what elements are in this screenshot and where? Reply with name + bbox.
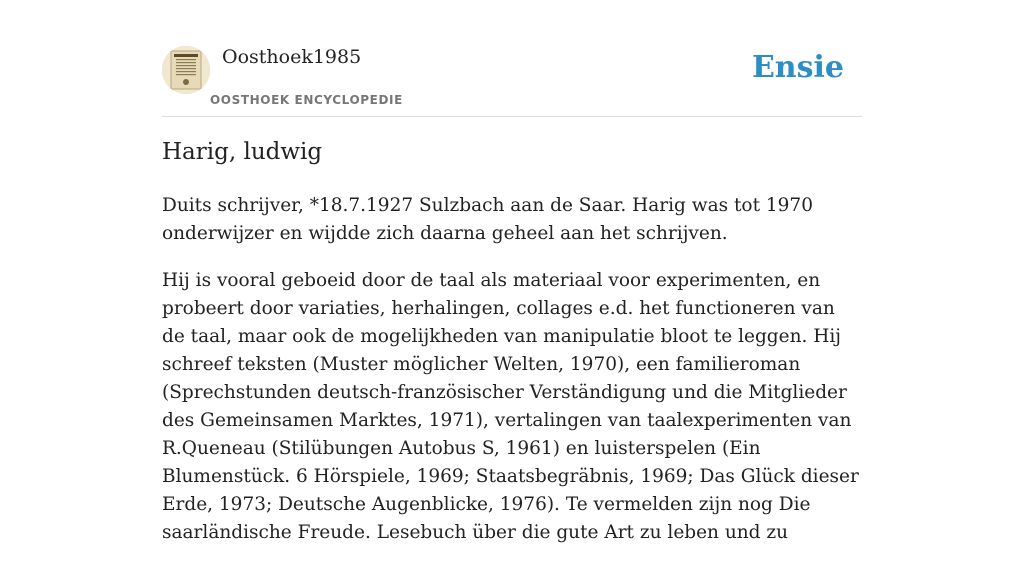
username-link[interactable]: Oosthoek1985 bbox=[222, 46, 362, 68]
source-label: OOSTHOEK ENCYCLOPEDIE bbox=[210, 93, 403, 107]
avatar-graphic bbox=[162, 46, 210, 94]
page-container bbox=[162, 0, 862, 543]
book-cover-icon[interactable] bbox=[162, 46, 210, 94]
article-title: Harig, ludwig bbox=[162, 139, 323, 165]
article-paragraph: Duits schrijver, *18.7.1927 Sulzbach aan de Saar. Harig was tot 1970 onderwijzer en wijdde zich daarna geheel aan het schrijven. bbox=[162, 195, 813, 244]
ensie-logo[interactable]: Ensie bbox=[751, 50, 844, 85]
article-body bbox=[162, 192, 862, 566]
page-header bbox=[162, 0, 862, 117]
article-paragraph: Hij is vooral geboeid door de taal als materiaal voor experimenten, en probeert door variaties, herhalingen, collages e.d. het functioneren van de taal, maar ook de mogelijkheden van manipulatie bloot te leggen. Hij schreef teksten (Muster möglicher Welten, 1970), een familieroman (Sprechstunden deutsch-französischer Verständigung und die Mitglieder des Gemeinsamen Marktes, 1971), vertalingen van taalexperimenten van R.Queneau (Stilübungen Autobus S, 1961) en luisterspelen (Ein Blumenstück. 6 Hörspiele, 1969; Staatsbegräbnis, 1969; Das Glück dieser Erde, 1973; Deutsche Augenblicke, 1976). Te vermelden zijn nog Die saarländische Freude. Lesebuch über die gute Art zu leben und zu bbox=[162, 270, 859, 543]
